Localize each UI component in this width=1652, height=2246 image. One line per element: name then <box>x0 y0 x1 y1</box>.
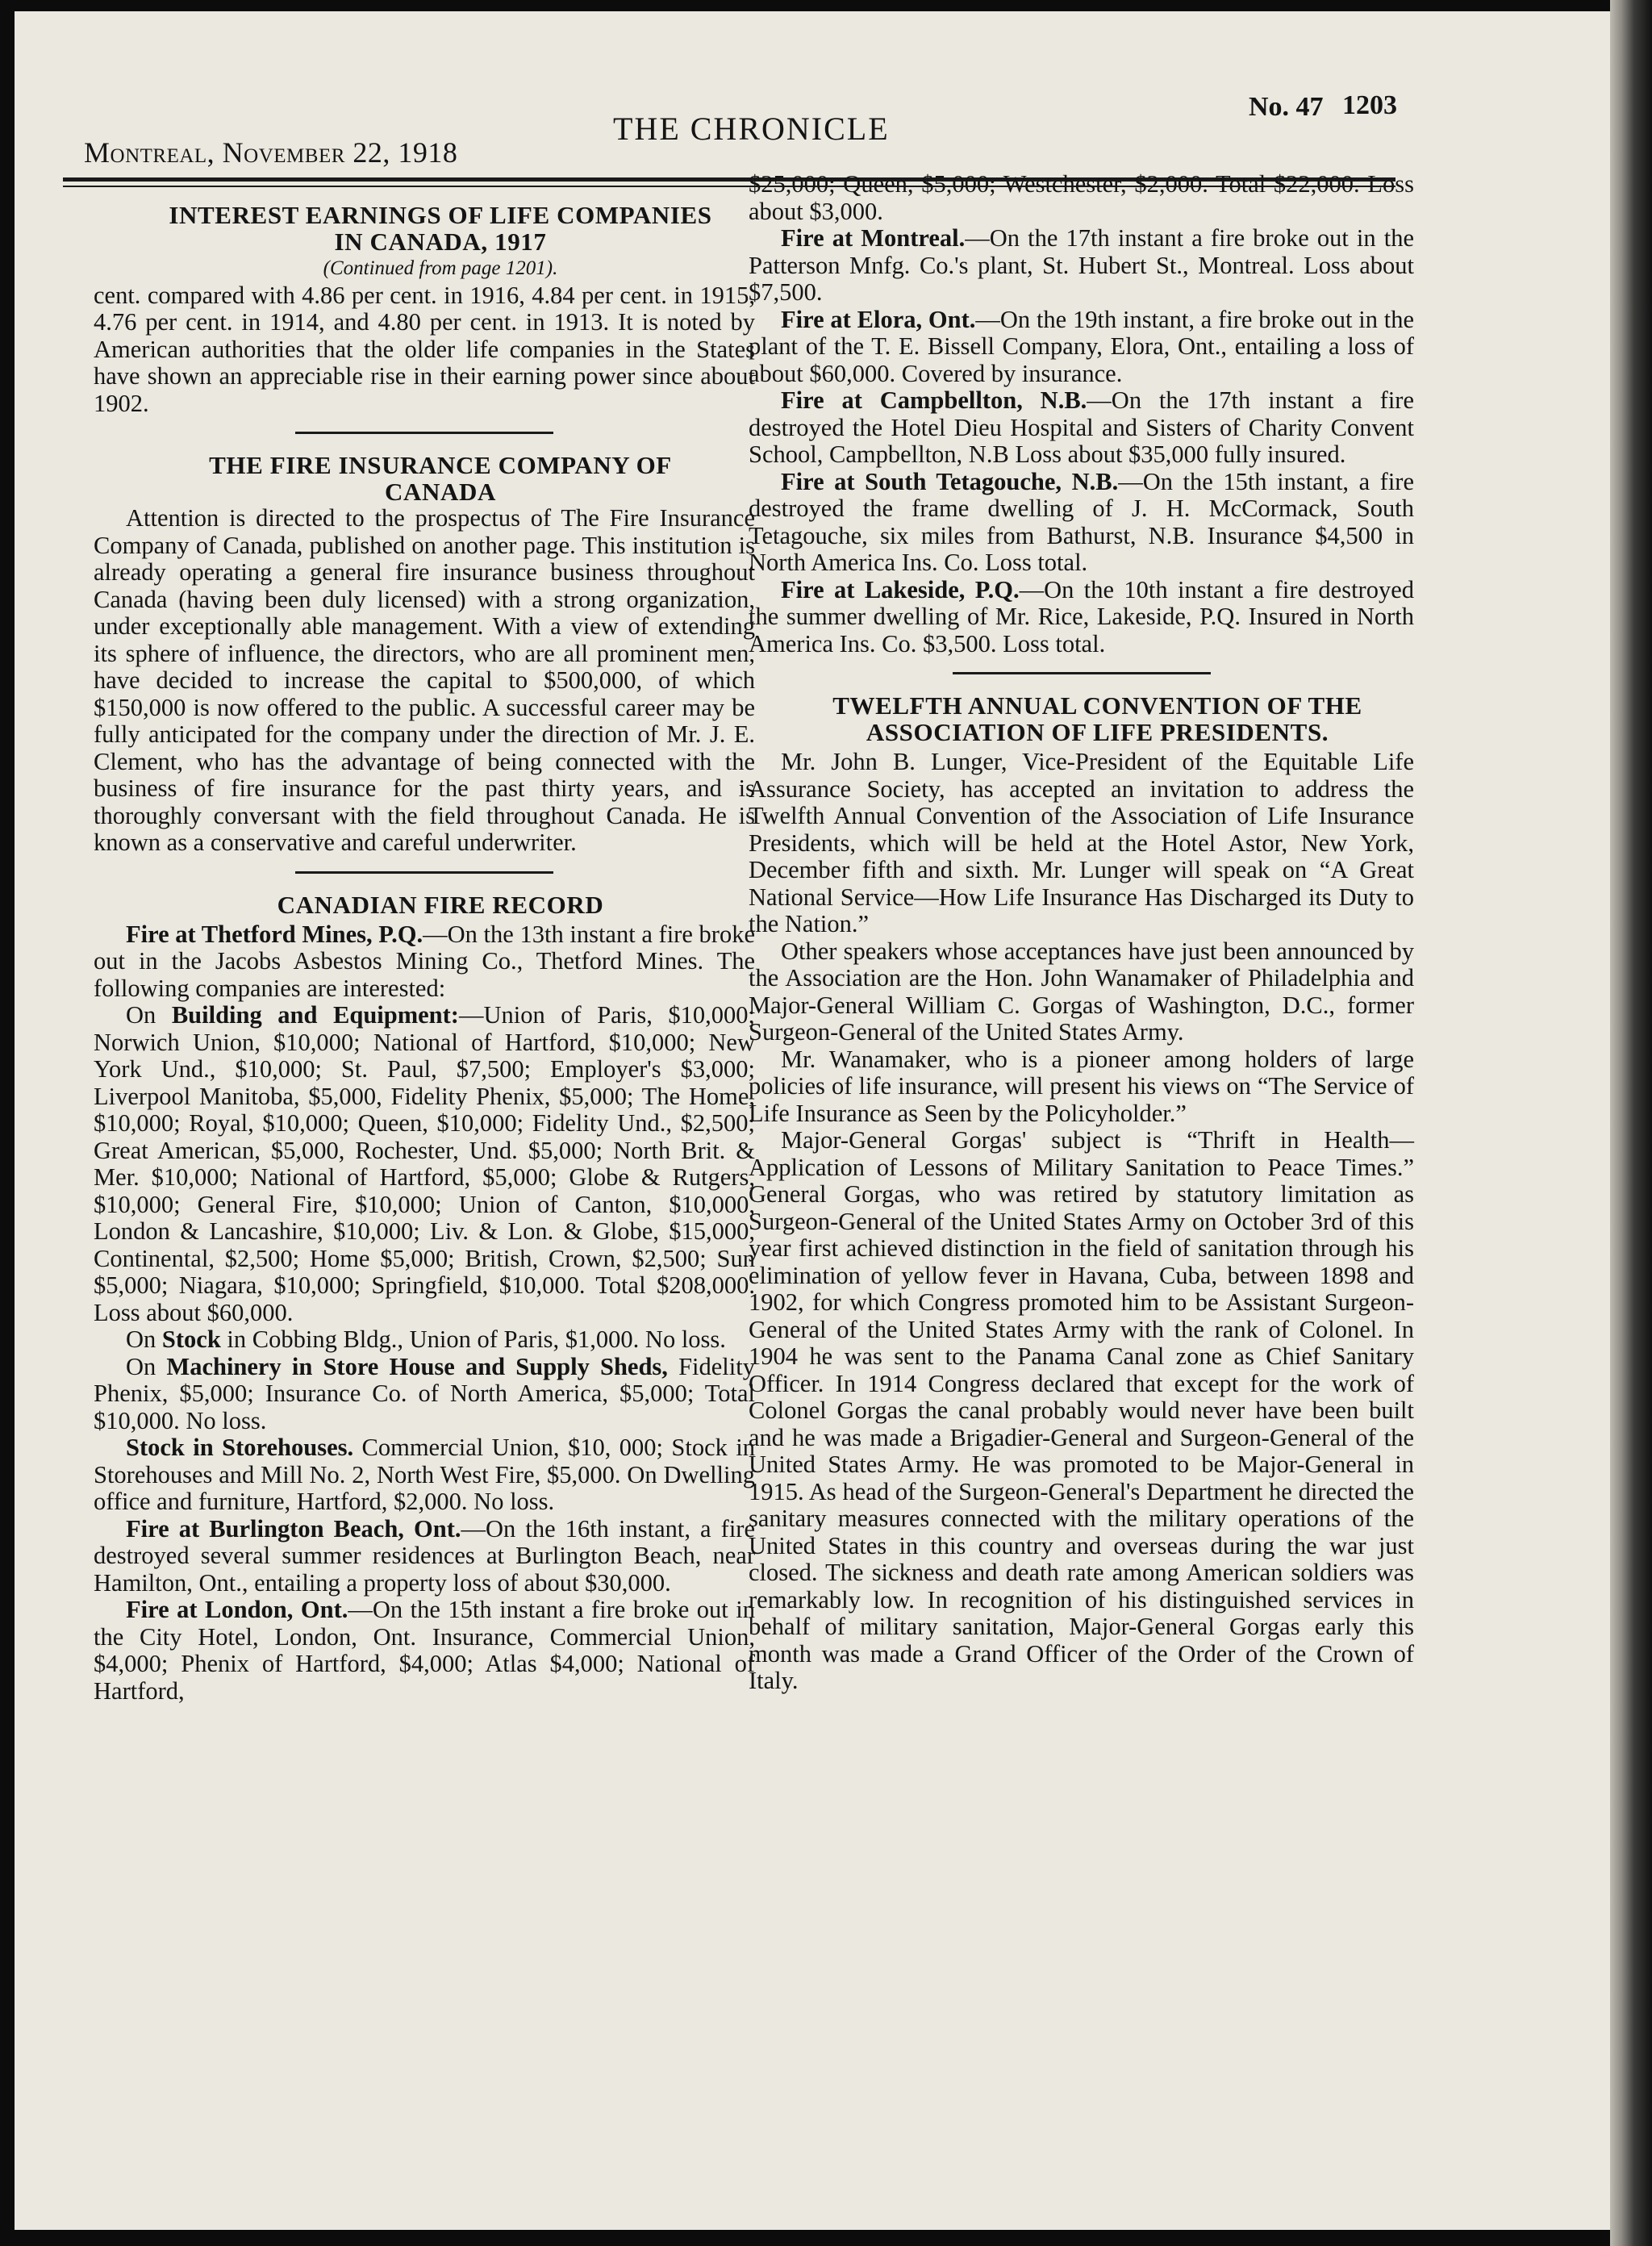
record-text: —On the 10th instant a fire destroyed the summer dwelling of Mr. Rice, Lakeside, P.Q. Insured in North America Ins. Co. $3,500. Loss total. <box>749 575 1414 658</box>
article-heading-line2: ASSOCIATION OF LIFE PRESIDENTS. <box>866 718 1329 746</box>
record-heading: Stock in Storehouses. <box>126 1434 354 1461</box>
article-heading-line2: IN CANADA, 1917 <box>334 228 547 256</box>
section-divider <box>295 871 553 874</box>
record-montreal <box>749 225 1414 307</box>
issue-number: No. 47 <box>1249 92 1324 122</box>
record-text: —Union of Paris, $10,000; Norwich Union, $10,000; National of Hartford, $10,000; New York Und., $10,000; St. Paul, $7,500; Employer's $3,000; Liverpool Manitoba, $5,000, Fidelity Phenix, $5,000; The Home, $10,000; Royal, $10,000; Queen, $10,000; Fidelity Und., $2,500; Great American, $5,000, Rochester, Und. $5,000; North Brit. & Mer. $10,000; National of Hartford, $5,000; Globe & Rutgers, $10,000; General Fire, $10,000; Union of Canton, $10,000, London & Lancashire, $10,000; Liv. & Lon. & Globe, $15,000, Continental, $2,500; Home $5,000; British, Crown, $2,500; Sun $5,000; Niagara, $10,000; Springfield, $10,000. Total $208,000. Loss about $60,000. <box>94 1001 755 1326</box>
masthead-date: Montreal, November 22, 1918 <box>84 136 458 169</box>
left-column <box>94 202 755 1705</box>
record-storehouses <box>94 1434 755 1516</box>
record-thetford <box>94 921 755 1003</box>
page-number: 1203 <box>1342 90 1397 120</box>
record-lead: On <box>126 1352 167 1380</box>
record-burlington <box>94 1516 755 1597</box>
article-heading: THE FIRE INSURANCE COMPANY OF <box>209 451 672 479</box>
record-heading: Fire at Campbellton, N.B. <box>781 386 1087 414</box>
record-heading: Fire at Elora, Ont. <box>781 305 976 333</box>
article-body: Attention is directed to the prospectus of The Fire Insurance Company of Canada, published on another page. This institution is already operating a general fire insurance business throughout Canada (having been duly licensed) with a strong organization, under exceptionally able management. With a view of extending its sphere of influence, the directors, who are all prominent men, have decided to increase the capital to $500,000, of which $150,000 is now offered to the public. A successful career may be fully anticipated for the company under the direction of Mr. J. E. Clement, who has the advantage of being connected with the business of fire insurance for the past thirty years, and is thoroughly conversant with the field throughout Canada. He is known as a conservative and careful underwriter. <box>94 504 755 856</box>
record-text: Fidelity Phenix, $5,000; Insurance Co. of North America, $5,000; Total $10,000. No loss. <box>94 1352 755 1434</box>
record-heading: Stock <box>161 1325 221 1353</box>
record-text: Commercial Union, $10, 000; Stock in Storehouses and Mill No. 2, North West Fire, $5,000. On Dwelling office and furniture, Hartford, $2,000. No loss. <box>94 1434 755 1515</box>
masthead <box>65 76 1395 173</box>
record-heading: Building and Equipment: <box>171 1001 459 1029</box>
article-body: cent. compared with 4.86 per cent. in 1916, 4.84 per cent. in 1915, 4.76 per cent. in 1914, and 4.80 per cent. in 1913. It is noted by American authorities that the older life companies in the States have shown an appreciable rise in their earning power since about 1902. <box>94 281 755 417</box>
record-text: —On the 17th instant a fire broke out in the Patterson Mnfg. Co.'s plant, St. Hubert St., Montreal. Loss about $7,500. <box>749 224 1414 306</box>
section-divider <box>953 672 1211 674</box>
article-canadian-fire-record <box>94 891 755 1705</box>
record-lead: On <box>126 1325 162 1353</box>
record-building <box>94 1002 755 1326</box>
record-text: —On the 15th instant, a fire destroyed the frame dwelling of J. H. McCormack, South Tetagouche, six miles from Bathurst, N.B. Insurance $4,500 in North America Ins. Co. Loss total. <box>749 467 1415 576</box>
record-heading: Fire at Thetford Mines, P.Q. <box>126 920 423 948</box>
record-lead: On <box>126 1001 172 1029</box>
continued-note: (Continued from page 1201). <box>323 257 558 279</box>
record-campbellton <box>749 387 1414 469</box>
record-london-continued: $25,000; Queen, $5,000; Westchester, $2,000. Total $22,000. Loss about $3,000. <box>749 170 1414 225</box>
record-text: —On the 19th instant, a fire broke out in the plant of the T. E. Bissell Company, Elora, Ont., entailing a loss of about $60,000. Covered by insurance. <box>749 305 1415 387</box>
record-heading: Fire at Burlington Beach, Ont. <box>126 1514 461 1543</box>
section-divider <box>295 432 553 434</box>
record-london <box>94 1597 755 1705</box>
article-paragraph: Mr. Wanamaker, who is a pioneer among holders of large policies of life insurance, will present his views on “The Service of Life Insurance as Seen by the Policyholder.” <box>749 1045 1414 1127</box>
article-interest-earnings <box>94 202 755 417</box>
article-heading-line2: CANADA <box>385 478 496 506</box>
newspaper-page <box>15 11 1610 2230</box>
record-heading: Fire at Lakeside, P.Q. <box>781 575 1020 603</box>
record-heading: Fire at London, Ont. <box>126 1596 348 1623</box>
record-text: —On the 15th instant a fire broke out in the City Hotel, London, Ont. Insurance, Commercial Union, $4,000; Phenix of Hartford, $4,000; Atlas $4,000; National of Hartford, <box>94 1596 756 1705</box>
record-heading: Machinery in Store House and Supply Sheds, <box>166 1352 668 1380</box>
article-convention <box>749 692 1414 1695</box>
record-text: —On the 17th instant a fire destroyed the Hotel Dieu Hospital and Sisters of Charity Convent School, Campbellton, N.B Loss about $35,000 fully insured. <box>749 386 1414 468</box>
record-tetagouche <box>749 469 1414 577</box>
record-text: —On the 13th instant a fire broke out in the Jacobs Asbestos Mining Co., Thetford Mines. The following companies are interested: <box>94 920 755 1002</box>
right-column <box>749 171 1414 1695</box>
record-elora <box>749 307 1414 388</box>
record-stock <box>94 1326 755 1354</box>
record-heading: Fire at Montreal. <box>781 224 966 252</box>
record-text: —On the 16th instant, a fire destroyed several summer residences at Burlington Beach, near Hamilton, Ont., entailing a property loss of about $30,000. <box>94 1514 755 1597</box>
book-binding-edge <box>1610 0 1652 2246</box>
article-fire-insurance-company <box>94 452 755 857</box>
record-text: in Cobbing Bldg., Union of Paris, $1,000. No loss. <box>220 1325 726 1353</box>
record-machinery <box>94 1354 755 1435</box>
record-lakeside <box>749 577 1414 658</box>
record-heading: Fire at South Tetagouche, N.B. <box>781 467 1119 495</box>
article-paragraph: Other speakers whose acceptances have just been announced by the Association are the Hon. John Wanamaker of Philadelphia and Major-General William C. Gorgas of Washington, D.C., former Surgeon-General of the United States Army. <box>749 937 1414 1046</box>
article-heading: INTEREST EARNINGS OF LIFE COMPANIES <box>169 201 712 229</box>
article-paragraph: Major-General Gorgas' subject is “Thrift in Health—Application of Lessons of Military Sanitation to Peace Times.” General Gorgas, who was retired by statutory limitation as Surgeon-General of the United States Army on October 3rd of this year first achieved distinction in the field of sanitation through his elimination of yellow fever in Havana, Cuba, between 1898 and 1902, for which Congress promoted him to be Assistant Surgeon-General of the United States Army with the rank of Colonel. In 1904 he was sent to the Panama Canal zone as Chief Sanitary Officer. In 1914 Congress declared that except for the work of Colonel Gorgas the canal probably would never have been built and he was made a Brigadier-General and Surgeon-General of the United States Army. He was promoted to be Major-General in 1915. As head of the Surgeon-General's Department he directed the sanitary measures connected with the military operations of the United States in this country and overseas during the war just closed. The sickness and death rate among American soldiers was remarkably low. In recognition of his distinguished services in behalf of military sanitation, Major-General Gorgas early this month was made a Grand Officer of the Order of the Crown of Italy. <box>749 1126 1414 1694</box>
article-paragraph: Mr. John B. Lunger, Vice-President of the Equitable Life Assurance Society, has accepted an invitation to address the Twelfth Annual Convention of the Association of Life Insurance Presidents, which will be held at the Hotel Astor, New York, December fifth and sixth. Mr. Lunger will speak on “A Great National Service—How Life Insurance Has Discharged its Duty to the Nation.” <box>749 748 1414 937</box>
article-heading: TWELFTH ANNUAL CONVENTION OF THE <box>832 691 1362 720</box>
article-heading: CANADIAN FIRE RECORD <box>277 890 604 919</box>
masthead-title: THE CHRONICLE <box>613 111 890 147</box>
